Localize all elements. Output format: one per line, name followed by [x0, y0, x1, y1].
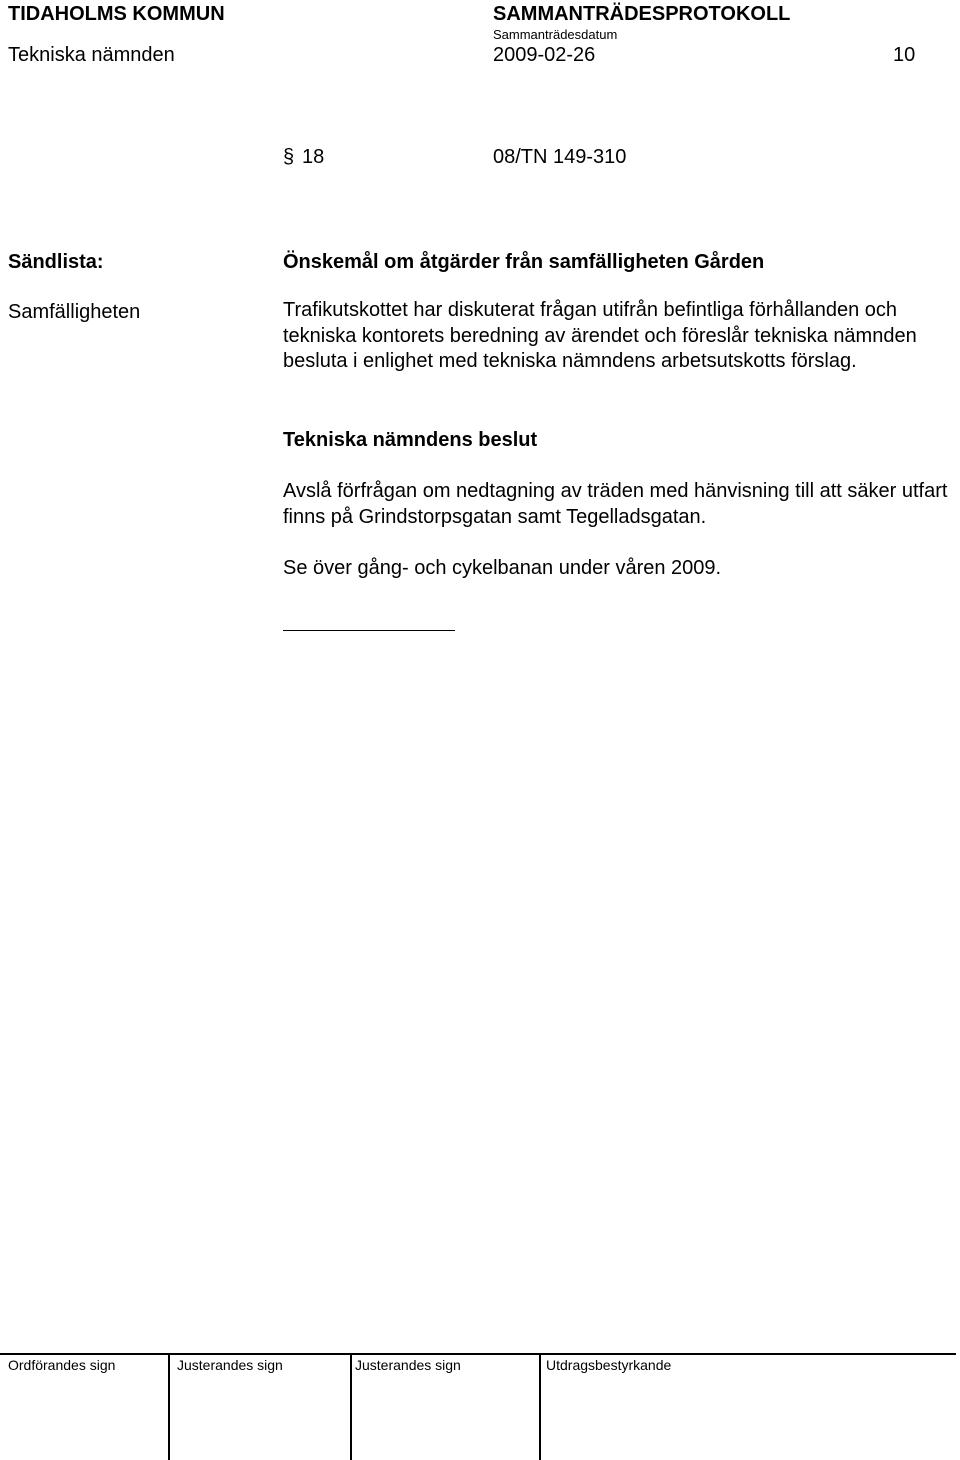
organization-name: TIDAHOLMS KOMMUN — [8, 3, 225, 25]
section-symbol: § — [283, 146, 295, 168]
page-number: 10 — [893, 44, 916, 66]
adjuster-signature-label-2: Justerandes sign — [355, 1357, 461, 1373]
committee-name: Tekniska nämnden — [8, 44, 175, 66]
adjuster-signature-label-1: Justerandes sign — [177, 1357, 283, 1373]
paragraph-number: 18 — [302, 146, 325, 168]
signature-divider — [539, 1355, 541, 1460]
case-number: 08/TN 149-310 — [493, 146, 627, 168]
signature-divider — [168, 1355, 170, 1460]
document-type: SAMMANTRÄDESPROTOKOLL — [493, 3, 791, 25]
decision-heading: Tekniska nämndens beslut — [283, 429, 538, 451]
decision-text-2: Se över gång- och cykelbanan under våren 2009. — [283, 557, 722, 579]
extract-certification-label: Utdragsbestyrkande — [546, 1357, 672, 1373]
distribution-label: Sändlista: — [8, 251, 104, 273]
item-title: Önskemål om åtgärder från samfälligheten Gården — [283, 251, 765, 273]
separator-line — [283, 630, 455, 631]
footer-rule — [0, 1353, 956, 1355]
signature-divider — [350, 1355, 352, 1460]
distribution-recipient: Samfälligheten — [8, 301, 141, 323]
item-body: Trafikutskottet har diskuterat frågan utifrån befintliga förhållanden och tekniska kontorets beredning av ärendet och föreslår tekniska nämnden besluta i enlighet med tekniska nämndens arbetsutskotts förslag. — [283, 299, 917, 372]
meeting-date: 2009-02-26 — [493, 44, 596, 66]
date-label: Sammanträdesdatum — [493, 27, 618, 42]
decision-text-1: Avslå förfrågan om nedtagning av träden med hänvisning till att säker utfart finns på Grindstorpsgatan samt Tegelladsgatan. — [283, 480, 948, 528]
chair-signature-label: Ordförandes sign — [8, 1357, 116, 1373]
